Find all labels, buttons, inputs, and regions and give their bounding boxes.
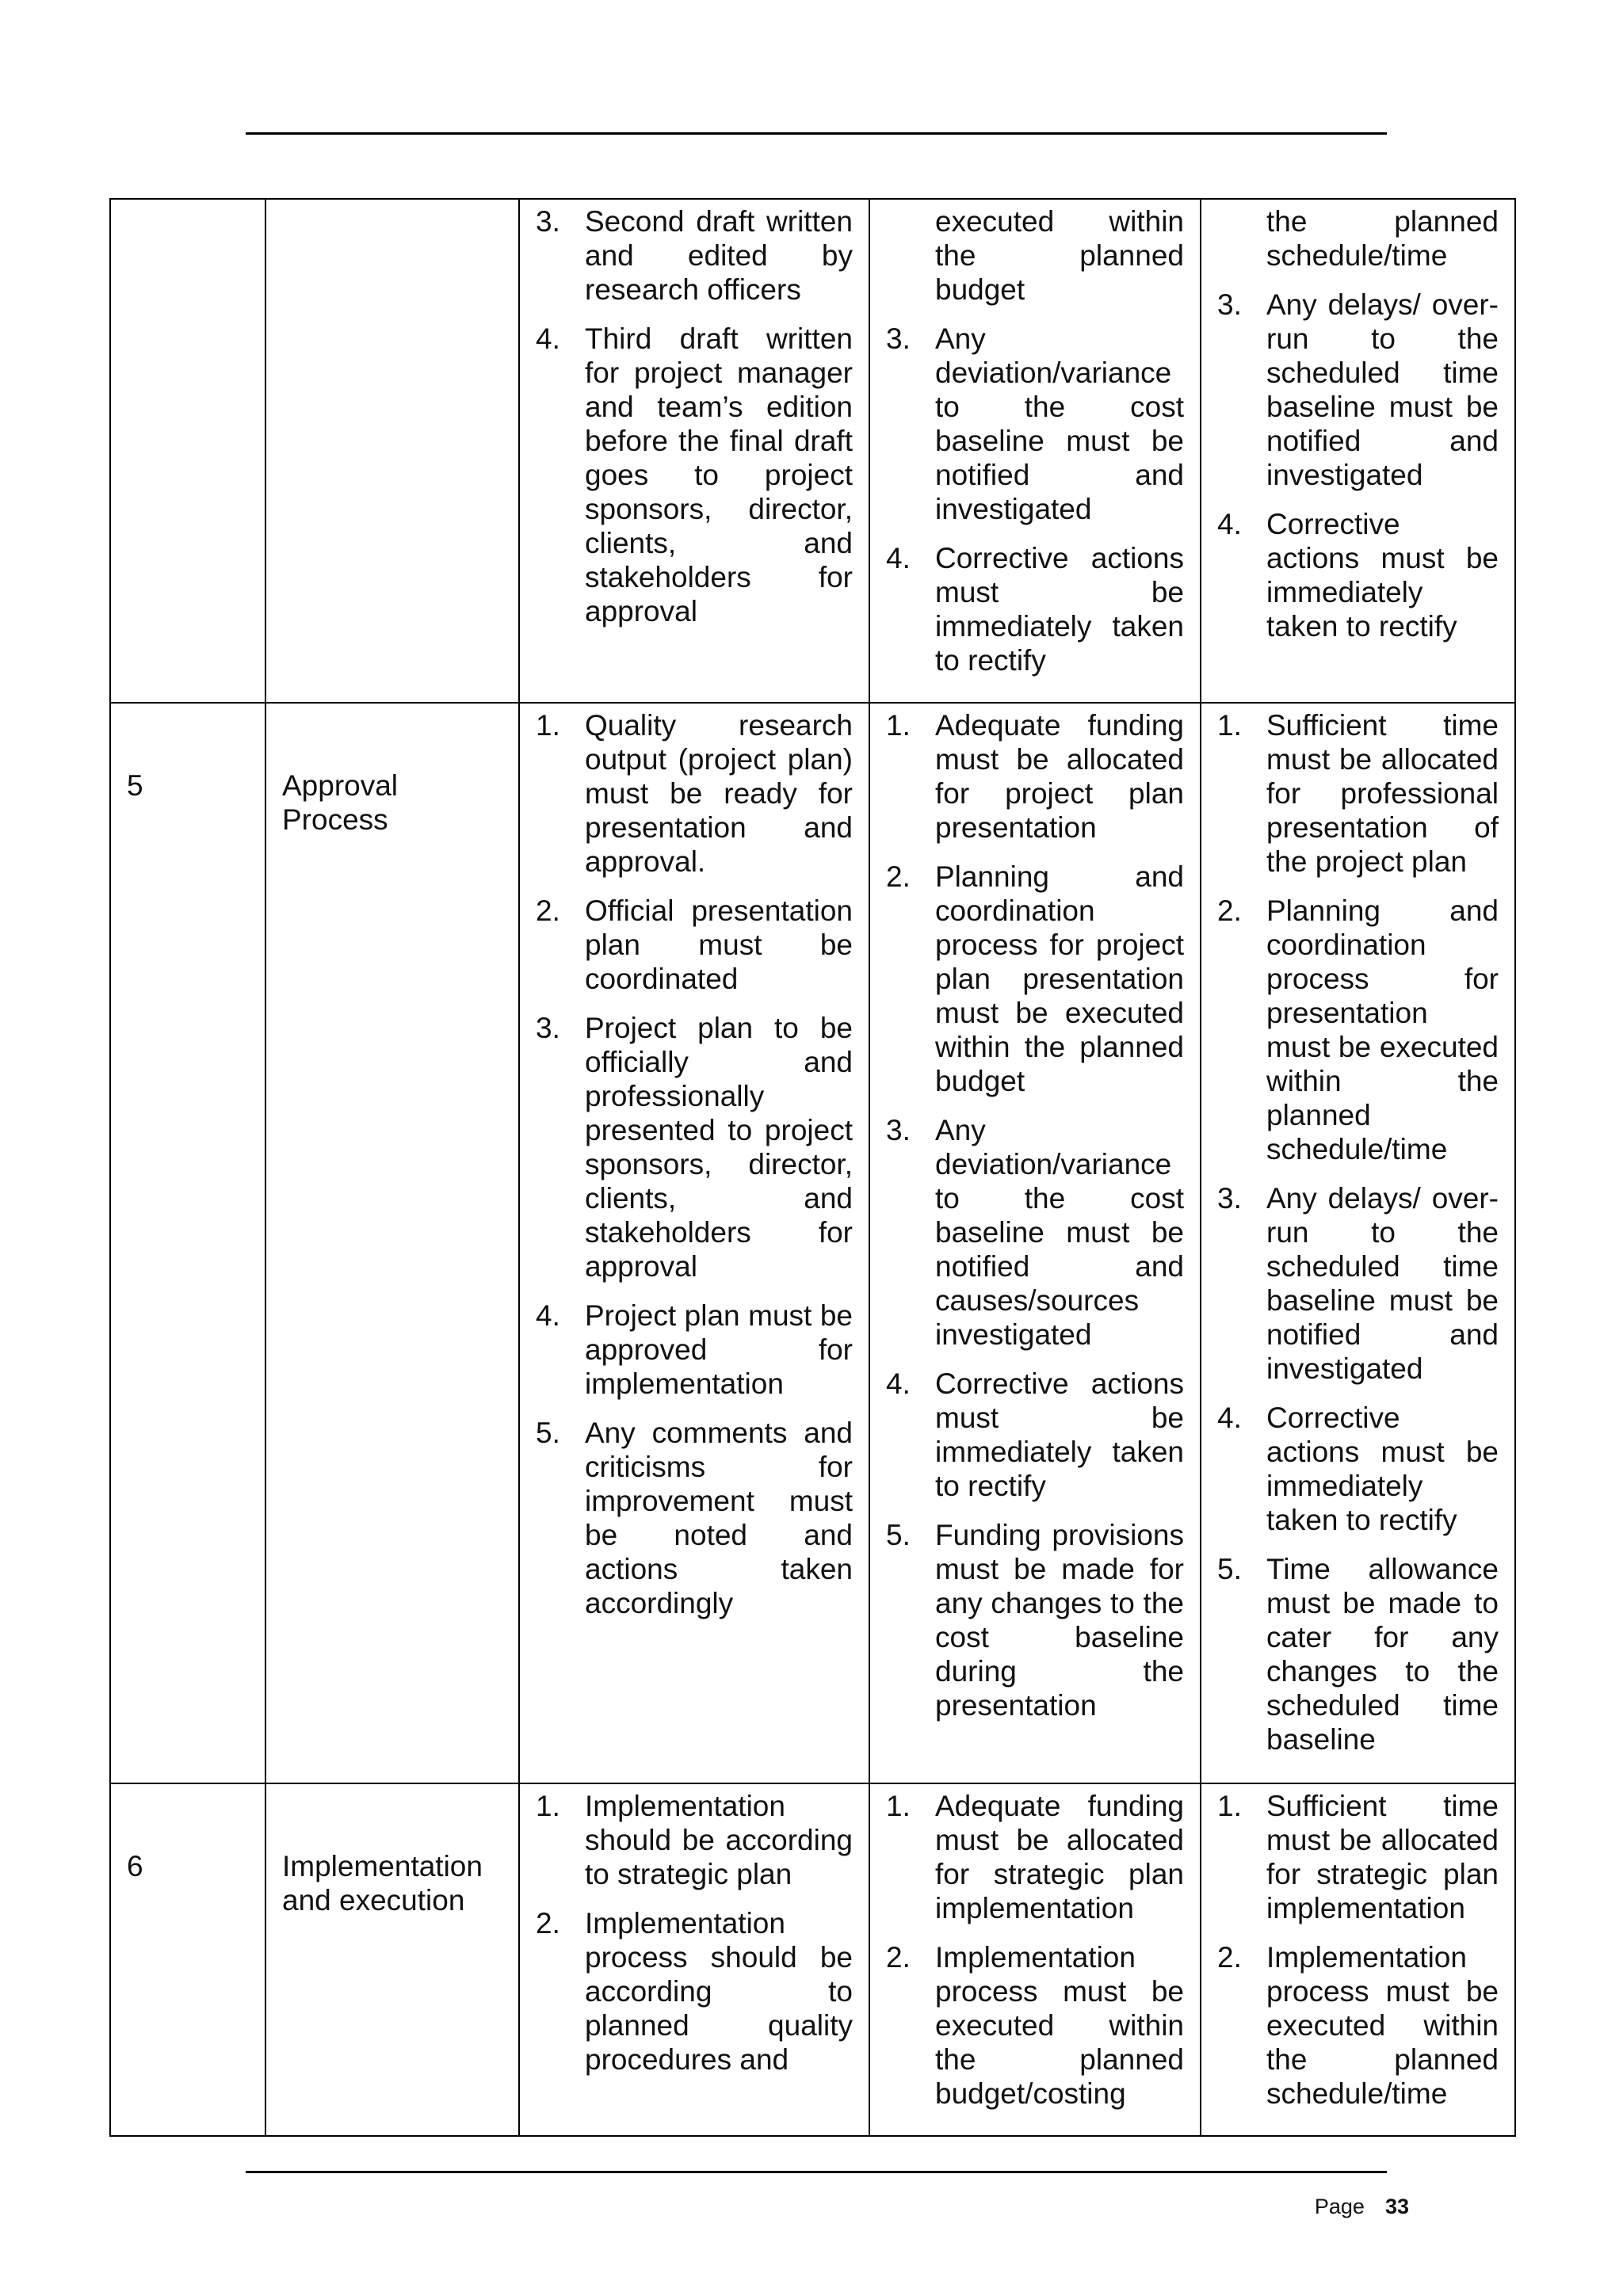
list-item <box>536 204 853 307</box>
list-item <box>1217 1552 1499 1756</box>
list-item-text: Implementation process must be executed within the planned budget/costing <box>935 1941 1184 2110</box>
list-item-number: 2. <box>1217 894 1242 927</box>
list-item-number: 4. <box>886 542 911 574</box>
list-item-text: the planned schedule/time <box>1266 205 1499 272</box>
list-item <box>886 1940 1184 2111</box>
list-item-number: 5. <box>536 1417 560 1449</box>
list-item-number: 2. <box>886 860 911 893</box>
list-item <box>1217 1789 1499 1925</box>
list-item-number: 4. <box>536 1299 560 1332</box>
list-item-text: Adequate funding must be allocated for strategic plan implementation <box>935 1790 1184 1924</box>
list-item <box>886 860 1184 1098</box>
cost-list <box>886 1789 1184 2111</box>
list-item-text: Funding provisions must be made for any changes to the cost baseline during the presentation <box>935 1519 1184 1722</box>
list-item-text: executed within the planned budget <box>935 205 1184 306</box>
list-item <box>1217 894 1499 1166</box>
list-item-number: 4. <box>886 1367 911 1400</box>
list-item-number: 4. <box>1217 508 1242 540</box>
cell-cost <box>869 1783 1201 2136</box>
list-item <box>886 1367 1184 1503</box>
list-item-text: Implementation should be according to strategic plan <box>585 1790 853 1890</box>
list-item-text: Implementation process must be executed within the planned schedule/time <box>1266 1941 1499 2110</box>
cell-time <box>1201 1783 1515 2136</box>
time-list <box>1217 204 1499 643</box>
list-item-number: 1. <box>1217 1790 1242 1822</box>
list-item-text: Implementation process should be according to planned quality procedures and <box>585 1907 853 2076</box>
page-label: Page <box>1314 2195 1365 2218</box>
list-item <box>536 894 853 996</box>
list-item-text: Adequate funding must be allocated for project plan presentation <box>935 709 1184 844</box>
list-item-number: 1. <box>1217 709 1242 742</box>
list-item <box>886 1518 1184 1722</box>
list-item-text: Corrective actions must be immediately taken to rectify <box>935 1367 1184 1502</box>
list-item-text: Planning and coordination process for project plan presentation must be executed within the planned budget <box>935 860 1184 1097</box>
list-item <box>1217 1181 1499 1386</box>
list-item <box>536 1906 853 2077</box>
quality-list <box>536 708 853 1620</box>
list-item <box>886 204 1184 307</box>
list-item-text: Sufficient time must be allocated for strategic plan implementation <box>1266 1790 1499 1924</box>
cell-number: 6 <box>110 1783 265 2136</box>
cell-cost <box>869 199 1201 703</box>
header-rule <box>246 132 1387 135</box>
cell-quality <box>519 1783 869 2136</box>
cell-stage <box>265 199 519 703</box>
list-item-number: 3. <box>886 322 911 355</box>
list-item-number: 2. <box>886 1941 911 1974</box>
list-item <box>886 1113 1184 1352</box>
table-row <box>110 199 1515 703</box>
list-item-number: 3. <box>886 1114 911 1146</box>
list-item-text: Project plan to be officially and professionally presented to project sponsors, director, clients, and stakeholders for approval <box>585 1012 853 1283</box>
footer-rule <box>246 2171 1387 2173</box>
list-item-text: Any delays/ over-run to the scheduled time baseline must be notified and investigated <box>1266 1182 1499 1385</box>
list-item-number: 1. <box>886 709 911 742</box>
table-row <box>110 703 1515 1783</box>
list-item <box>886 541 1184 677</box>
list-item-text: Sufficient time must be allocated for professional presentation of the project plan <box>1266 709 1499 878</box>
list-item-number: 1. <box>536 1790 560 1822</box>
cell-stage: Implementation and execution <box>265 1783 519 2136</box>
list-item <box>536 322 853 628</box>
list-item <box>536 708 853 879</box>
list-item-number: 1. <box>886 1790 911 1822</box>
list-item <box>1217 1401 1499 1537</box>
list-item-number: 2. <box>536 894 560 927</box>
list-item <box>886 1789 1184 1925</box>
quality-list <box>536 1789 853 2077</box>
list-item-text: Any comments and criticisms for improvement must be noted and actions taken accordingly <box>585 1417 853 1619</box>
list-item <box>536 1789 853 1891</box>
table-row <box>110 1783 1515 2136</box>
list-item-text: Planning and coordination process for presentation must be executed within the planned schedule/time <box>1266 894 1499 1165</box>
list-item <box>1217 507 1499 643</box>
list-item-number: 1. <box>536 709 560 742</box>
page-footer <box>1315 2195 1409 2219</box>
list-item-number: 2. <box>1217 1941 1242 1974</box>
list-item-text: Corrective actions must be immediately taken to rectify <box>935 542 1184 677</box>
page-number: 33 <box>1384 2195 1409 2218</box>
list-item <box>886 708 1184 845</box>
cell-number: 5 <box>110 703 265 1783</box>
list-item-text: Quality research output (project plan) must be ready for presentation and approval. <box>585 709 853 878</box>
list-item-number: 3. <box>536 1012 560 1044</box>
list-item <box>536 1416 853 1620</box>
list-item-number: 5. <box>1217 1553 1242 1585</box>
list-item-number: 3. <box>1217 288 1242 321</box>
cost-list <box>886 204 1184 677</box>
list-item <box>536 1011 853 1283</box>
list-item-text: Any delays/ over-run to the scheduled time baseline must be notified and investigated <box>1266 288 1499 491</box>
cell-stage: Approval Process <box>265 703 519 1783</box>
cell-cost <box>869 703 1201 1783</box>
list-item-number: 2. <box>536 1907 560 1939</box>
list-item-text: Any deviation/variance to the cost baseline must be notified and causes/sources investigated <box>935 1114 1184 1351</box>
list-item <box>1217 708 1499 879</box>
cell-time <box>1201 703 1515 1783</box>
time-list <box>1217 1789 1499 2111</box>
list-item-text: Time allowance must be made to cater for any changes to the scheduled time baseline <box>1266 1553 1499 1756</box>
list-item <box>1217 1940 1499 2111</box>
list-item-number: 5. <box>886 1519 911 1551</box>
list-item-text: Third draft written for project manager and team’s edition before the final draft goes to project sponsors, director, clients, and stakeholders for approval <box>585 322 853 627</box>
list-item <box>536 1299 853 1401</box>
list-item-number: 3. <box>536 205 560 238</box>
quality-list <box>536 204 853 628</box>
list-item-number: 4. <box>536 322 560 355</box>
time-list <box>1217 708 1499 1756</box>
list-item-text: Any deviation/variance to the cost baseline must be notified and investigated <box>935 322 1184 525</box>
list-item-text: Corrective actions must be immediately taken to rectify <box>1266 508 1499 643</box>
list-item-text: Corrective actions must be immediately taken to rectify <box>1266 1402 1499 1536</box>
list-item <box>1217 288 1499 492</box>
list-item <box>886 322 1184 526</box>
list-item-text: Official presentation plan must be coordinated <box>585 894 853 995</box>
cell-quality <box>519 703 869 1783</box>
list-item-number: 4. <box>1217 1402 1242 1434</box>
cost-list <box>886 708 1184 1722</box>
list-item-number: 3. <box>1217 1182 1242 1215</box>
cell-quality <box>519 199 869 703</box>
list-item <box>1217 204 1499 273</box>
cell-time <box>1201 199 1515 703</box>
list-item-text: Second draft written and edited by research officers <box>585 205 853 306</box>
table-body <box>110 199 1515 2136</box>
cell-number <box>110 199 265 703</box>
project-plan-table <box>109 198 1516 2137</box>
list-item-text: Project plan must be approved for implementation <box>585 1299 853 1400</box>
